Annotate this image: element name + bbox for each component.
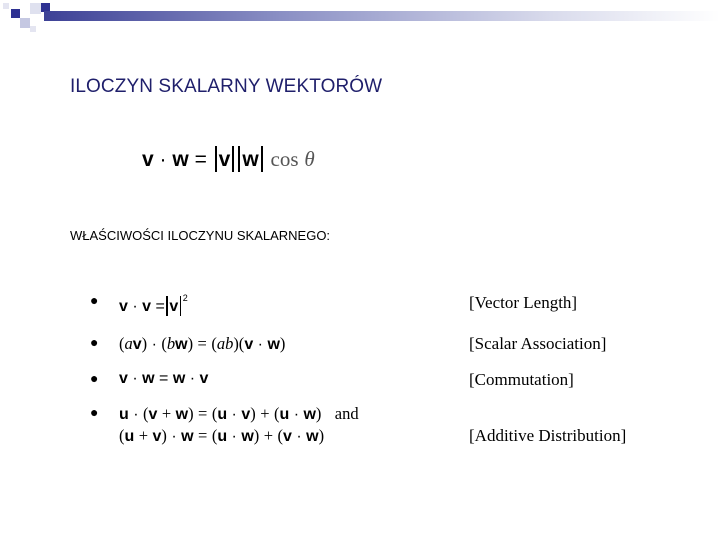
dot-operator: · — [257, 336, 263, 353]
vector-v: v — [142, 298, 152, 315]
norm-bar — [261, 146, 263, 172]
equals-sign: = — [198, 404, 208, 423]
bullet-icon: ● — [90, 404, 99, 420]
vector-v: v — [199, 370, 209, 387]
vector-v: v — [119, 298, 128, 315]
norm-bar — [215, 146, 217, 172]
decor-square — [20, 18, 30, 28]
vector-w: w — [175, 406, 189, 423]
page-title: ILOCZYN SKALARNY WEKTORÓW — [70, 76, 383, 97]
section-subtitle: WŁAŚCIWOŚCI ILOCZYNU SKALARNEGO: — [70, 228, 331, 243]
bullet-icon: ● — [90, 370, 99, 386]
vector-v: v — [152, 428, 162, 445]
equals-sign: = — [155, 298, 165, 315]
bullet-icon: ● — [90, 334, 99, 350]
dot-operator: · — [151, 336, 157, 353]
dot-operator: · — [133, 406, 139, 423]
vector-w: w — [303, 406, 316, 423]
decor-square — [30, 26, 36, 32]
vector-w: w — [242, 148, 259, 171]
cos-function: cos — [270, 147, 299, 171]
dot-operator: · — [159, 148, 167, 171]
theta-symbol: θ — [304, 147, 315, 171]
property-label: [Additive Distribution] — [469, 426, 627, 445]
property-distribution-formula-line2: (u + v) · w = (u · w) + (v · w) — [119, 426, 325, 445]
norm-bar — [180, 296, 182, 316]
dot-product-formula — [142, 146, 315, 172]
property-vector-length-formula — [119, 293, 188, 316]
vector-v: v — [241, 406, 251, 423]
vector-v: v — [244, 336, 254, 353]
property-commutation-formula — [119, 370, 208, 388]
dot-operator: · — [132, 298, 138, 315]
vector-v: v — [218, 148, 231, 171]
vector-v: v — [132, 336, 142, 353]
equals-sign: = — [197, 334, 207, 353]
bullet-icon: ● — [90, 292, 99, 308]
norm-bar — [166, 296, 168, 316]
equals-sign: = — [159, 370, 169, 387]
dot-operator: · — [171, 428, 177, 445]
vector-w: w — [241, 428, 254, 445]
vector-v: v — [142, 148, 154, 171]
property-distribution-formula-line1: u · (v + w) = (u · v) + (u · w) and — [119, 404, 359, 423]
dot-operator: · — [231, 406, 237, 423]
dot-operator: · — [231, 428, 237, 445]
norm-bar — [238, 146, 240, 172]
dot-operator: · — [293, 406, 300, 423]
vector-w: w — [142, 370, 155, 387]
norm-bar — [232, 146, 234, 172]
vector-v: v — [119, 370, 128, 387]
vector-w: w — [306, 428, 319, 445]
conjunction: and — [334, 404, 359, 423]
vector-w: w — [172, 370, 186, 387]
dot-operator: · — [296, 428, 302, 445]
property-label: [Commutation] — [469, 370, 574, 389]
equals-sign: = — [194, 148, 207, 171]
decor-square — [30, 3, 41, 14]
vector-w: w — [267, 336, 280, 353]
vector-v: v — [148, 406, 158, 423]
vector-w: w — [181, 428, 194, 445]
vector-v: v — [169, 298, 179, 315]
property-label: [Scalar Association] — [469, 334, 607, 353]
equals-sign: = — [198, 426, 208, 445]
property-scalar-association-formula: (av) · (bw) = (ab)(v · w) — [119, 334, 286, 353]
property-label: [Vector Length] — [469, 293, 578, 312]
vector-v: v — [283, 428, 292, 445]
exponent: 2 — [182, 293, 188, 303]
decor-square — [11, 9, 20, 18]
header-bar — [44, 11, 720, 21]
vector-w: w — [175, 336, 188, 353]
dot-operator: · — [189, 370, 196, 387]
vector-w: w — [172, 148, 189, 171]
decor-square — [3, 3, 9, 9]
dot-operator: · — [132, 370, 138, 387]
